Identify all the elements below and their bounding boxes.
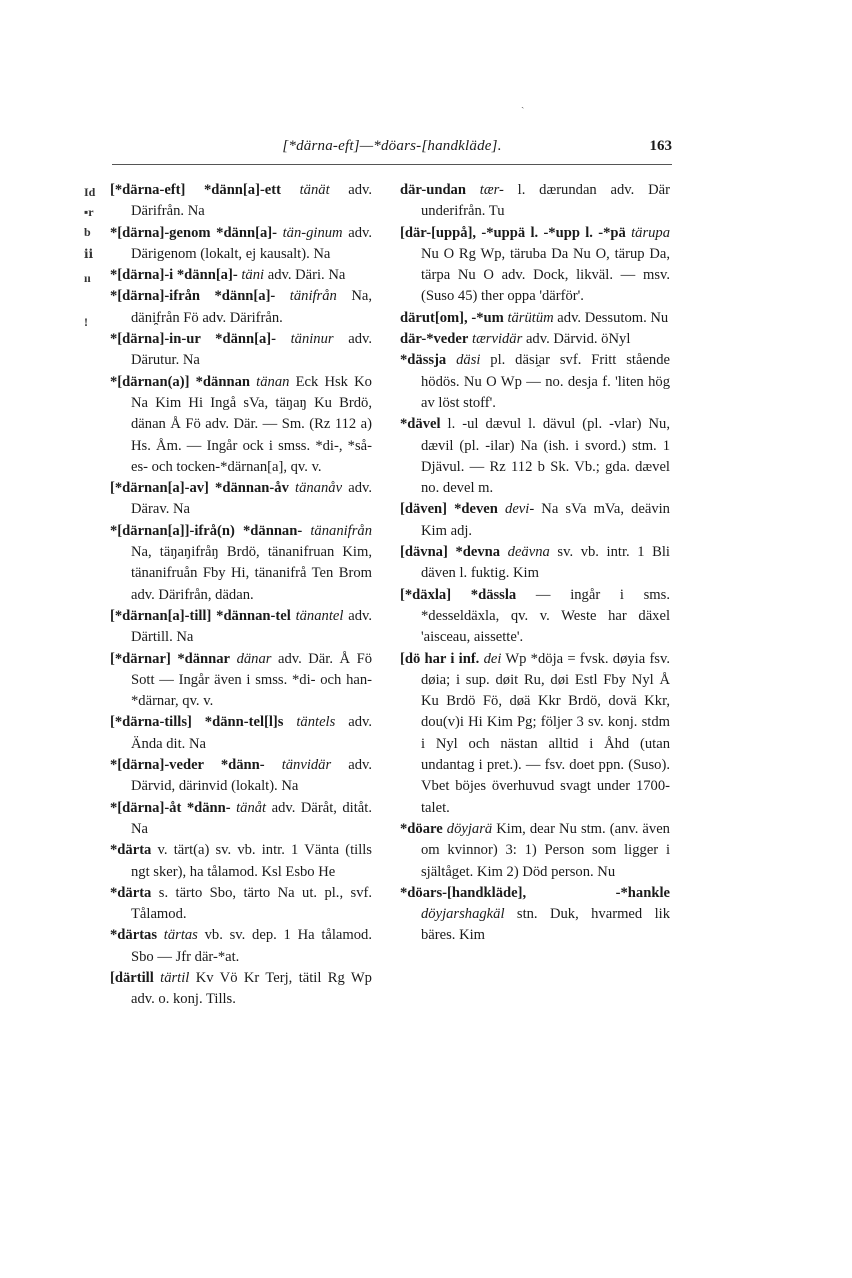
entry-definition: Kv Vö Kr Terj, tätil Rg Wp adv. o. konj. Tills. [131, 969, 372, 1008]
margin-mark: ıı [84, 271, 91, 285]
margin-mark: ! [84, 315, 88, 329]
dictionary-entry [400, 223, 670, 308]
entry-dialect-form: döyjarä [446, 820, 493, 837]
entry-dialect-form: tærvidär [472, 331, 523, 348]
entry-definition: adv. Där. Å Fö Sott — Ingår även i smss. *di- och han-*därnar, qv. v. [131, 650, 372, 710]
entry-dialect-form: dei [483, 650, 502, 667]
entry-definition: Kim, dear Nu stm. (anv. även om kvinnor) 3: 1) Person som ligger i själtåget. Kim 2) Död person. Nu [421, 820, 670, 880]
dictionary-entry [110, 925, 372, 968]
entry-dialect-form: tärupa [631, 224, 670, 241]
entry-definition: Nu O Rg Wp, täruba Da Nu O, tärup Da, tärpa Nu O adv. Dock, likväl. — msv. (Suso 45) ther oppa 'därför'. [421, 245, 670, 305]
dictionary-entry [400, 350, 670, 414]
entry-definition: Na, täŋaŋifråŋ Brdö, tänanifruan Kim, tänanifruån Fby Hi, tänanifrå Ten Brom adv. Därifrån, dädan. [131, 544, 372, 603]
entry-definition: Wp *döja = fvsk. døyia fsv. døia; i sup. døit Ru, døi Estl Fby Nyl Å Ku Brdö Fö, døä Kkr Brdö, dovä Kkr, dou(v)i Hi Kim Pg; följer 3 sv. konj. stdm i Nyl och nästan alltid i Åhd (utan undantag i pret.). — fsv. doet ppn. (Suso). Vbet böjes överhuvud svagt under 1700-talet. [421, 650, 670, 816]
entry-headword: *döars-[handkläde], -*hankle [400, 884, 670, 901]
entry-headword: [dävna] *devna [400, 544, 501, 561]
dictionary-entry [110, 521, 372, 606]
entry-headword: *[därna]-in-ur *dänn[a]- [110, 331, 276, 348]
entry-headword: [dö har i inf. [400, 650, 480, 667]
dictionary-entry [400, 649, 670, 819]
dictionary-entry [110, 478, 372, 521]
dictionary-entry [400, 542, 670, 585]
dictionary-entry [110, 712, 372, 755]
dictionary-entry [110, 798, 372, 841]
entry-headword: [*därnar] *dännar [110, 650, 231, 667]
entry-definition: — ingår i sms. *desseldäxla, qv. v. Weste har däxel 'aisceau, aissette'. [421, 586, 670, 646]
dictionary-entry [400, 414, 670, 499]
entry-dialect-form: tänanåv [295, 480, 343, 497]
running-title: [*därna-eft]—*döars-[handkläde]. [282, 138, 502, 154]
dictionary-entry [110, 223, 372, 266]
entry-headword: *dävel [400, 416, 441, 433]
entry-headword: därut[om], -*um [400, 309, 504, 326]
entry-headword: där-undan [400, 182, 466, 198]
entry-definition: adv. Därvid. öNyl [522, 331, 631, 348]
entry-definition: sv. vb. intr. 1 Bli däven l. fuktig. Kim [421, 544, 670, 582]
entry-definition: Na sVa mVa, deävin Kim adj. [421, 501, 670, 539]
dictionary-entry [110, 265, 372, 286]
entry-dialect-form: täni [241, 267, 265, 284]
entry-dialect-form: dänar [236, 650, 272, 667]
entry-dialect-form: tärtas [163, 927, 198, 944]
entry-definition: Na, däni̯från Fö adv. Därifrån. [131, 288, 372, 326]
entry-headword: där-*veder [400, 331, 469, 348]
entry-headword: [*därna-tills] *dänn-tel[l]s [110, 714, 284, 731]
dictionary-entry [110, 649, 372, 713]
entry-dialect-form: tänan [256, 373, 290, 390]
dictionary-entry [110, 329, 372, 372]
entry-dialect-form: tän-ginum [282, 224, 343, 241]
entry-headword: [där-[uppå], -*uppä l. -*upp l. -*pä [400, 224, 626, 241]
dictionary-entry [400, 883, 670, 947]
entry-definition: adv. Ända dit. Na [131, 714, 372, 752]
entry-dialect-form: tänät [299, 182, 330, 198]
left-column [110, 180, 372, 1011]
entry-definition: pl. däsi̯ar svf. Fritt stående hödös. Nu O Wp — no. desja f. 'liten hög av löst stoff'. [421, 352, 670, 411]
entry-dialect-form: däsi [456, 352, 481, 369]
dictionary-entry [110, 372, 372, 478]
entry-headword: *[därnan(a)] *dännan [110, 373, 250, 390]
stray-mark: ˎ [521, 98, 525, 109]
entry-headword: *[därna]-genom *dänn[a]- [110, 224, 277, 241]
entry-headword: *därta [110, 842, 152, 859]
margin-mark: ▪r [84, 205, 94, 219]
entry-dialect-form: tärtil [160, 969, 190, 986]
entry-definition: adv. Därav. Na [131, 480, 372, 518]
right-column [400, 180, 670, 947]
entry-headword: [*därnan[a]-till] *dännan-tel [110, 607, 291, 624]
entry-headword: *därtas [110, 927, 158, 944]
margin-mark: ⅱ [84, 247, 94, 261]
entry-definition: l. -ul dævul l. dävul (pl. -vlar) Nu, dævil (pl. -ilar) Na (ish. i svord.) stm. 1 Djävul. — Rz 112 b Sk. Vb.; gda. dævel no. devel m. [421, 416, 670, 497]
margin-mark: Id [84, 185, 96, 199]
entry-headword: [*därnan[a]-av] *dännan-åv [110, 480, 289, 497]
entry-headword: *[därna]-ifrån *dänn[a]- [110, 288, 276, 305]
page-header [112, 138, 672, 164]
entry-definition: v. tärt(a) sv. vb. intr. 1 Vänta (tills ngt sker), ha tålamod. Ksl Esbo He [131, 842, 372, 880]
entry-definition: adv. Därifrån. Na [131, 182, 372, 220]
dictionary-entry [110, 883, 372, 926]
dictionary-entry [110, 840, 372, 883]
margin-mark: b [84, 225, 91, 239]
entry-dialect-form: tänifrån [289, 288, 337, 305]
entry-definition: l. dærundan adv. Där underifrån. Tu [421, 182, 670, 220]
dictionary-entry [400, 308, 670, 329]
entry-definition: vb. sv. dep. 1 Ha tålamod. Sbo — Jfr där-*at. [131, 927, 372, 965]
entry-definition: Eck Hsk Ko Na Kim Hi Ingå sVa, täŋaŋ Ku Brdö, dänan Å Fö adv. Där. — Sm. (Rz 112 a) Hs. Åm. — Ingår ock i smss. *di-, *så-es- och tocken-*därnan[a], qv. v. [131, 373, 372, 475]
dictionary-entry [400, 180, 670, 223]
entry-headword: *dässja [400, 352, 447, 369]
entry-definition: adv. Dessutom. Nu [553, 309, 669, 326]
entry-dialect-form: tärütüm [507, 309, 554, 326]
entry-dialect-form: täninur [290, 331, 334, 348]
dictionary-entry [400, 499, 670, 542]
entry-headword: [*däxla] *dässla [400, 586, 517, 603]
dictionary-entry [110, 180, 372, 223]
entry-headword: [däven] *deven [400, 501, 498, 518]
dictionary-entry [110, 606, 372, 649]
entry-headword: [*därna-eft] *dänn[a]-ett [110, 182, 282, 198]
entry-dialect-form: täntels [296, 714, 336, 731]
entry-dialect-form: devi- [505, 501, 535, 518]
dictionary-entry [400, 329, 670, 350]
entry-dialect-form: tær- [479, 182, 504, 198]
entry-definition: adv. Därtill. Na [131, 607, 372, 646]
entry-headword: [därtill [110, 969, 154, 986]
entry-headword: *döare [400, 820, 443, 837]
dictionary-entry [110, 755, 372, 798]
entry-headword: *[därna]-i *dänn[a]- [110, 267, 238, 284]
entry-definition: adv. Däråt, ditåt. Na [131, 799, 372, 837]
entry-dialect-form: tänvidär [281, 757, 332, 774]
entry-definition: adv. Därvid, därinvid (lokalt). Na [131, 757, 372, 795]
entry-dialect-form: tänantel [295, 607, 344, 624]
dictionary-entry [110, 968, 372, 1011]
entry-definition: adv. Därigenom (lokalt, ej kausalt). Na [131, 224, 372, 262]
entry-headword: *[därna]-veder *dänn- [110, 757, 265, 774]
entry-definition: s. tärto Sbo, tärto Na ut. pl., svf. Tålamod. [131, 884, 372, 923]
entry-headword: *[därnan[a]]-ifrå(n) *dännan- [110, 522, 303, 539]
entry-definition: adv. Däri. Na [264, 267, 346, 284]
entry-definition: stn. Duk, hvarmed lik bäres. Kim [421, 906, 670, 944]
entry-headword: *därta [110, 884, 152, 901]
page-number: 163 [649, 138, 672, 154]
header-rule [112, 164, 672, 165]
entry-dialect-form: deävna [507, 544, 550, 561]
dictionary-entry [400, 585, 670, 649]
entry-dialect-form: tänanifrån [310, 522, 372, 539]
dictionary-entry [110, 286, 372, 329]
entry-definition: adv. Därutur. Na [131, 331, 372, 369]
dictionary-entry [400, 819, 670, 883]
entry-dialect-form: döyjarshagkäl [421, 906, 505, 923]
entry-dialect-form: tänåt [236, 799, 267, 816]
entry-headword: *[därna]-åt *dänn- [110, 799, 231, 816]
